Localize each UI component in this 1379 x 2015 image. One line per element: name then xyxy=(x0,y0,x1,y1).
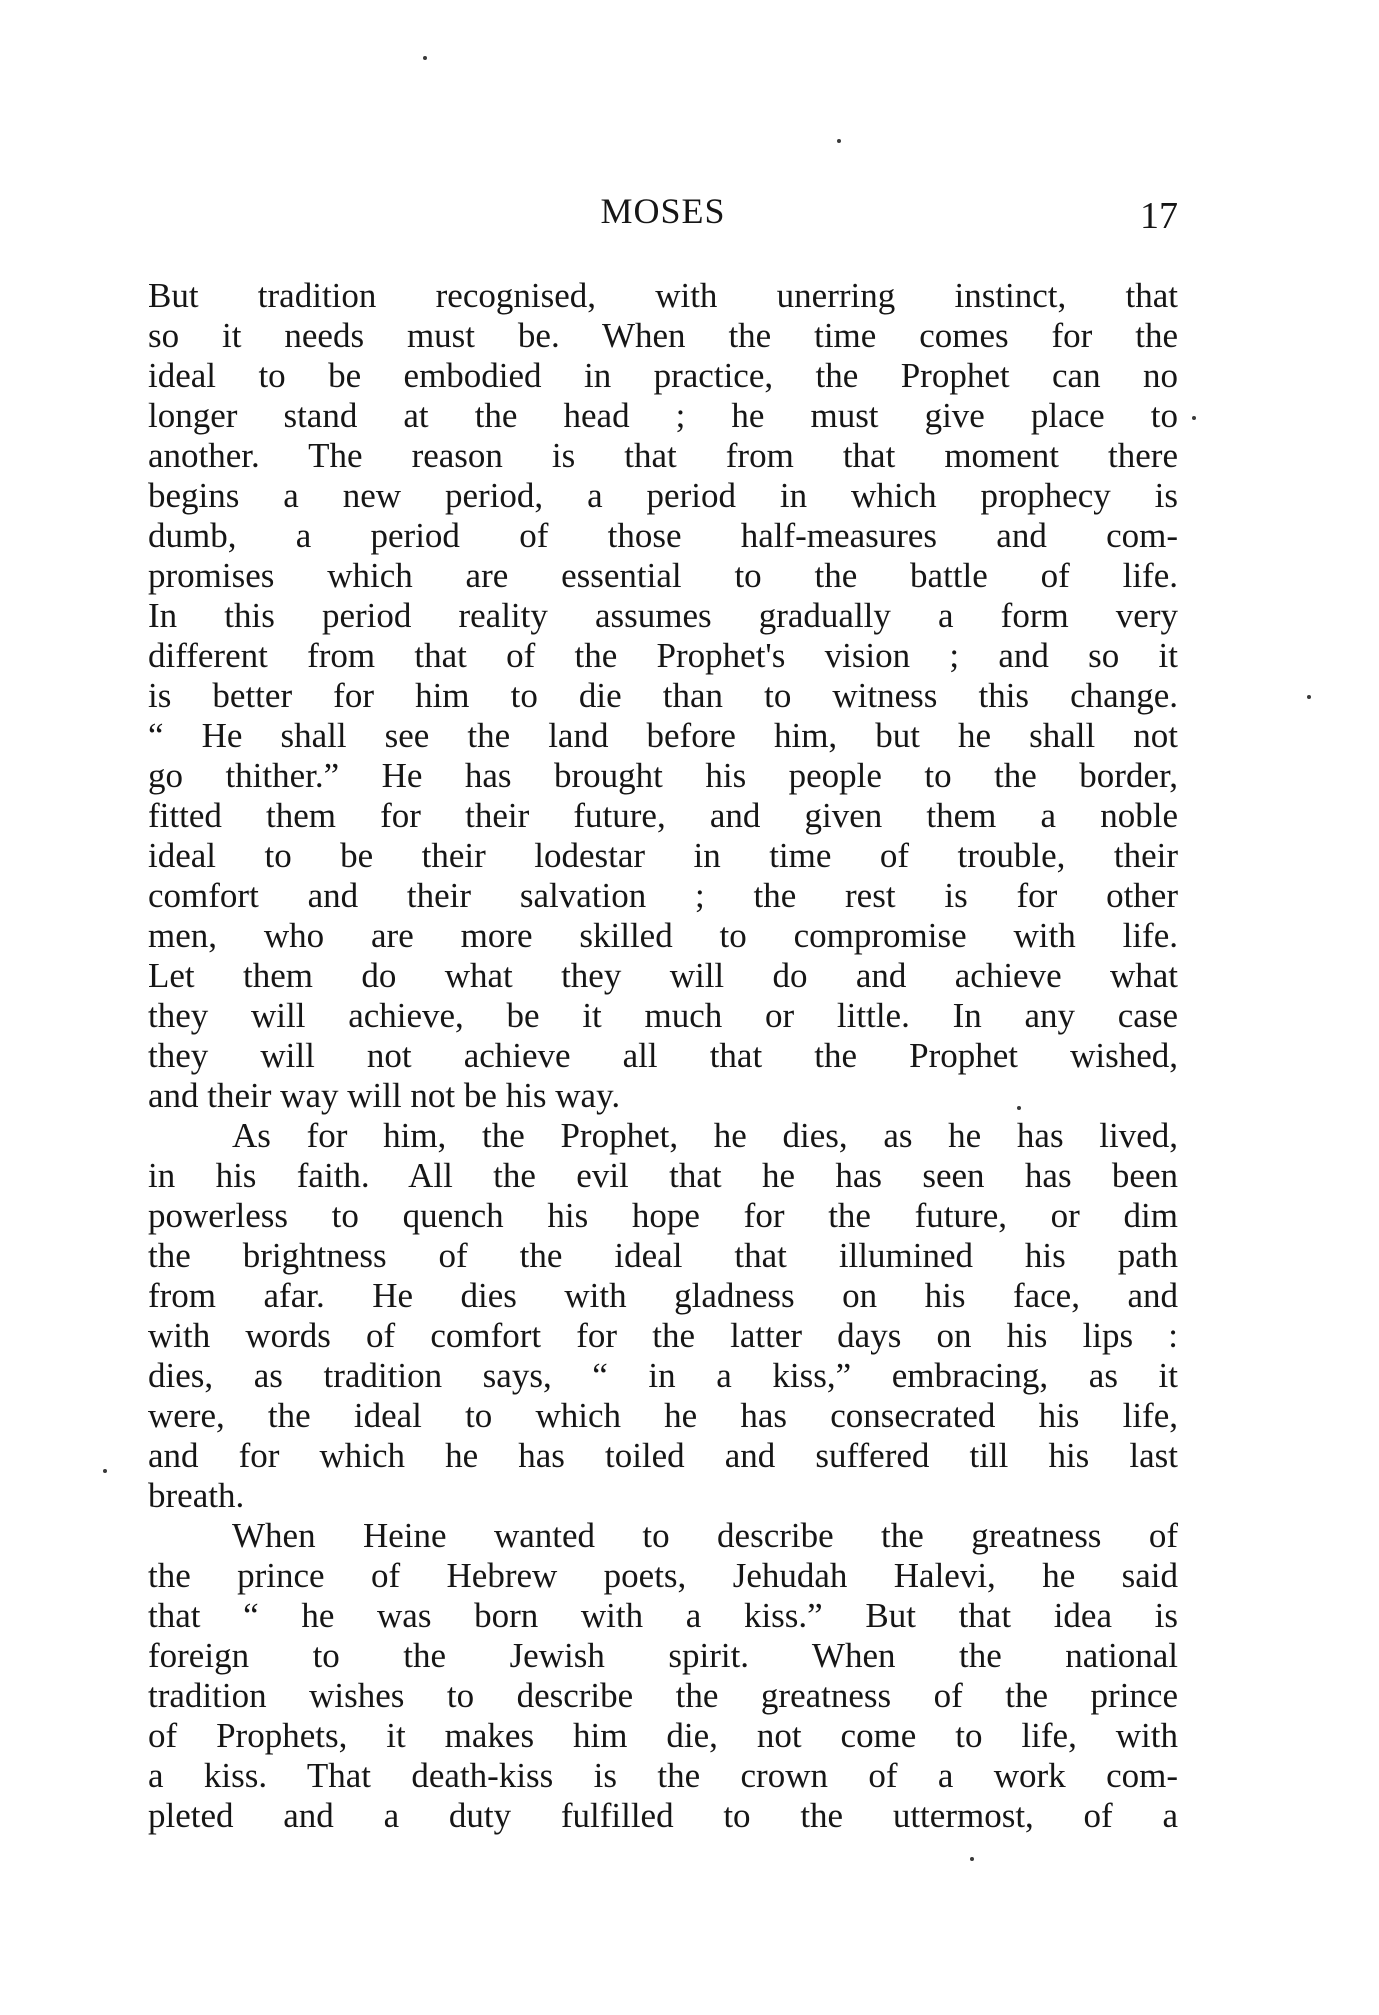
text-line: dies, as tradition says, “ in a kiss,” embracing, as it xyxy=(148,1356,1178,1395)
text-line: ideal to be their lodestar in time of trouble, their xyxy=(148,836,1178,875)
scan-speck xyxy=(1017,1106,1021,1110)
text-line: begins a new period, a period in which prophecy is xyxy=(148,476,1178,515)
page-header xyxy=(148,190,1178,240)
paragraph-end-line: and their way will not be his way. xyxy=(148,1076,621,1115)
paragraph-end-line: breath. xyxy=(148,1476,245,1515)
text-line: powerless to quench his hope for the future, or dim xyxy=(148,1196,1178,1235)
text-line: another. The reason is that from that moment there xyxy=(148,436,1178,475)
text-line: pleted and a duty fulfilled to the uttermost, of a xyxy=(148,1796,1178,1835)
text-line: they will not achieve all that the Prophet wished, xyxy=(148,1036,1178,1075)
text-line: dumb, a period of those half-measures and com- xyxy=(148,516,1178,555)
text-line: and for which he has toiled and suffered till his last xyxy=(148,1436,1178,1475)
text-line: promises which are essential to the battle of life. xyxy=(148,556,1178,595)
text-line: different from that of the Prophet's vision ; and so it xyxy=(148,636,1178,675)
scan-speck xyxy=(423,56,427,60)
text-line: In this period reality assumes gradually a form very xyxy=(148,596,1178,635)
text-line: ideal to be embodied in practice, the Prophet can no xyxy=(148,356,1178,395)
text-line: But tradition recognised, with unerring instinct, that xyxy=(148,276,1178,315)
text-line: in his faith. All the evil that he has seen has been xyxy=(148,1156,1178,1195)
text-line: they will achieve, be it much or little. In any case xyxy=(148,996,1178,1035)
text-line: from afar. He dies with gladness on his face, and xyxy=(148,1276,1178,1315)
body-text xyxy=(148,276,1178,1836)
text-line: is better for him to die than to witness this change. xyxy=(148,676,1178,715)
scan-speck xyxy=(1192,416,1196,420)
scan-speck xyxy=(970,1857,974,1861)
text-line: men, who are more skilled to compromise with life. xyxy=(148,916,1178,955)
text-line: that “ he was born with a kiss.” But that idea is xyxy=(148,1596,1178,1635)
text-line: were, the ideal to which he has consecrated his life, xyxy=(148,1396,1178,1435)
text-line: “ He shall see the land before him, but he shall not xyxy=(148,716,1178,755)
text-line: of Prophets, it makes him die, not come to life, with xyxy=(148,1716,1178,1755)
scan-speck xyxy=(103,1469,107,1473)
text-line: go thither.” He has brought his people to the border, xyxy=(148,756,1178,795)
text-line: the prince of Hebrew poets, Jehudah Halevi, he said xyxy=(148,1556,1178,1595)
text-line: with words of comfort for the latter days on his lips : xyxy=(148,1316,1178,1355)
text-line: so it needs must be. When the time comes for the xyxy=(148,316,1178,355)
page-number: 17 xyxy=(1140,195,1178,237)
text-line: foreign to the Jewish spirit. When the national xyxy=(148,1636,1178,1675)
text-line: longer stand at the head ; he must give place to xyxy=(148,396,1178,435)
text-line: comfort and their salvation ; the rest is for other xyxy=(148,876,1178,915)
paragraph-start-line: As for him, the Prophet, he dies, as he has lived, xyxy=(232,1116,1178,1155)
text-line: the brightness of the ideal that illumined his path xyxy=(148,1236,1178,1275)
text-line: a kiss. That death-kiss is the crown of a work com- xyxy=(148,1756,1178,1795)
scan-speck xyxy=(837,139,841,143)
scan-speck xyxy=(1307,695,1311,699)
text-line: tradition wishes to describe the greatness of the prince xyxy=(148,1676,1178,1715)
text-line: fitted them for their future, and given them a noble xyxy=(148,796,1178,835)
paragraph-start-line: When Heine wanted to describe the greatness of xyxy=(232,1516,1178,1555)
running-title: MOSES xyxy=(600,191,726,231)
text-line: Let them do what they will do and achieve what xyxy=(148,956,1178,995)
